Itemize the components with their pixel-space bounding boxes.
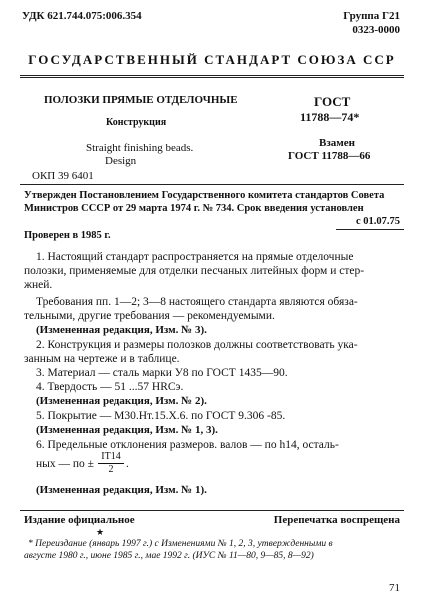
replaces-value: ГОСТ 11788—66 [288, 150, 371, 162]
p4-hardness: 4. Твердость — 51 ...57 HRCэ. [36, 381, 184, 393]
revision-note-1-3: (Измененная редакция, Изм. № 1, 3). [36, 424, 218, 436]
english-title-line2: Design [105, 155, 137, 167]
p1-line1: 1. Настоящий стандарт распространяется на прямые отделочные [36, 251, 354, 263]
effective-date: с 01.07.75 [355, 216, 400, 227]
english-title-line1: Straight finishing beads. [86, 142, 194, 154]
revision-note-2: (Измененная редакция, Изм. № 2). [36, 395, 207, 407]
reprint-prohibited: Перепечатка воспрещена [273, 514, 400, 526]
p1-line3: жней. [24, 279, 53, 291]
approval-line2: Министров СССР от 29 марта 1974 г. № 734. Срок введения установлен [24, 203, 364, 214]
replaces-label: Взамен [319, 137, 355, 149]
fraction-denominator: 2 [108, 464, 114, 475]
page-number: 71 [389, 582, 400, 594]
footer-rule [20, 510, 404, 511]
classification-code: 0323-0000 [352, 24, 400, 36]
reissue-note-line2: августе 1980 г., июне 1985 г., мае 1992 г. (ИУС № 11—80, 9—85, 8—92) [24, 551, 314, 561]
p6-line2-prefix: ных — по ± [36, 458, 94, 470]
p2-line1: 2. Конструкция и размеры полозков должны соответствовать ука- [36, 339, 358, 351]
p3-material: 3. Материал — сталь марки У8 по ГОСТ 1435—90. [36, 367, 288, 379]
approval-line1: Утвержден Постановлением Государственного комитета стандартов Совета [24, 190, 385, 201]
okp-code: ОКП 39 6401 [32, 170, 94, 182]
top-rule [20, 75, 404, 76]
group-label: Группа Г21 [343, 10, 400, 22]
gost-number: 11788—74* [300, 110, 360, 124]
revision-note-3: (Измененная редакция, Изм. № 3). [36, 324, 207, 336]
fraction-numerator: IT14 [101, 451, 121, 462]
official-edition: Издание официальное [24, 514, 135, 526]
requirements-line1: Требования пп. 1—2; 3—8 настоящего стандарта являются обяза- [36, 296, 358, 308]
p6-line2-suffix: . [126, 458, 129, 470]
requirements-line2: тельными, другие требования — рекомендуемыми. [24, 310, 275, 322]
state-standard-banner: ГОСУДАРСТВЕННЫЙ СТАНДАРТ СОЮЗА ССР [28, 52, 396, 67]
reissue-note-line1: * Переиздание (январь 1997 г.) с Изменениями № 1, 2, 3, утвержденными в [28, 539, 333, 549]
title-block-rule [20, 184, 404, 185]
p2-line2: занным на чертеже и в таблице. [24, 353, 180, 365]
fraction [98, 451, 124, 475]
date-underline [336, 229, 404, 230]
p5-coating: 5. Покрытие — М30.Нт.15.Х.6. по ГОСТ 9.306 -85. [36, 410, 286, 422]
standard-title: ПОЛОЗКИ ПРЯМЫЕ ОТДЕЛОЧНЫЕ [44, 94, 238, 106]
standard-subtitle: Конструкция [106, 117, 167, 128]
star-mark: ★ [96, 527, 105, 537]
checked-note: Проверен в 1985 г. [24, 230, 111, 241]
revision-note-1: (Измененная редакция, Изм. № 1). [36, 484, 207, 496]
udc-code: УДК 621.744.075:006.354 [22, 10, 142, 22]
gost-label: ГОСТ [314, 94, 351, 109]
p6-line1: 6. Предельные отклонения размеров. валов — по h14, осталь- [36, 439, 339, 451]
p1-line2: полозки, применяемые для отделки песчаных литейных форм и стер- [24, 265, 365, 277]
top-rule-double [20, 77, 404, 78]
